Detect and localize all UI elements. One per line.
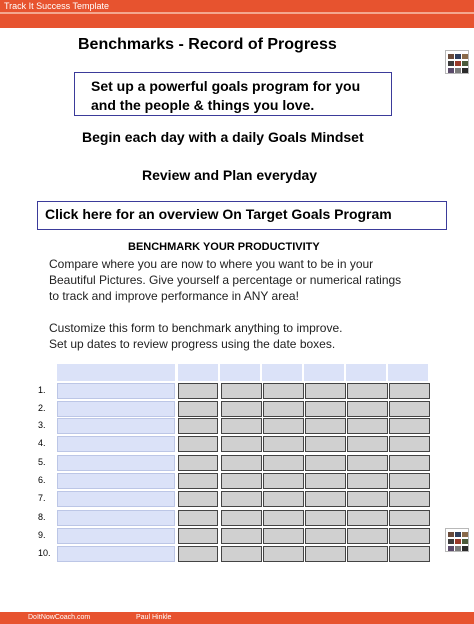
rating-cell[interactable] <box>178 436 218 452</box>
benchmark-name-field[interactable] <box>57 510 175 526</box>
customize-paragraph <box>49 320 342 352</box>
thumbnail-icon[interactable] <box>445 528 469 552</box>
rating-cell[interactable] <box>305 491 346 507</box>
rating-cell[interactable] <box>305 473 346 489</box>
intro-paragraph <box>49 256 401 304</box>
rating-cell[interactable] <box>263 455 304 471</box>
paragraph-line: Compare where you are now to where you want to be in your <box>49 257 374 271</box>
table-header-cell <box>57 364 175 381</box>
rating-cell[interactable] <box>263 401 304 417</box>
rating-cell[interactable] <box>389 491 430 507</box>
benchmark-name-field[interactable] <box>57 383 175 399</box>
row-label: 9. <box>38 530 46 540</box>
rating-cell[interactable] <box>221 491 262 507</box>
template-title: Track It Success Template <box>4 1 110 11</box>
goal-box <box>74 72 392 116</box>
rating-cell[interactable] <box>347 455 388 471</box>
rating-cell[interactable] <box>263 546 304 562</box>
row-label: 2. <box>38 403 46 413</box>
rating-cell[interactable] <box>347 510 388 526</box>
rating-cell[interactable] <box>178 491 218 507</box>
paragraph-line: Customize this form to benchmark anything to improve. <box>49 321 343 335</box>
goal-line: and the people & things you love. <box>91 97 315 113</box>
rating-cell[interactable] <box>221 510 262 526</box>
rating-cell[interactable] <box>305 436 346 452</box>
rating-cell[interactable] <box>347 473 388 489</box>
rating-cell[interactable] <box>389 383 430 399</box>
rating-cell[interactable] <box>305 455 346 471</box>
rating-cell[interactable] <box>347 546 388 562</box>
rating-cell[interactable] <box>178 510 218 526</box>
table-header-cell <box>220 364 260 381</box>
rating-cell[interactable] <box>389 436 430 452</box>
row-label: 4. <box>38 438 46 448</box>
rating-cell[interactable] <box>347 436 388 452</box>
rating-cell[interactable] <box>389 473 430 489</box>
rating-cell[interactable] <box>389 546 430 562</box>
footer-site[interactable]: DoItNowCoach.com <box>28 614 91 621</box>
rating-cell[interactable] <box>221 473 262 489</box>
rating-cell[interactable] <box>305 510 346 526</box>
rating-cell[interactable] <box>305 401 346 417</box>
rating-cell[interactable] <box>263 383 304 399</box>
thumbnail-icon[interactable] <box>445 50 469 74</box>
benchmark-name-field[interactable] <box>57 473 175 489</box>
goal-line: Set up a powerful goals program for you <box>91 78 361 94</box>
rating-cell[interactable] <box>221 436 262 452</box>
row-label: 6. <box>38 475 46 485</box>
rating-cell[interactable] <box>305 383 346 399</box>
rating-cell[interactable] <box>221 383 262 399</box>
rating-cell[interactable] <box>178 383 218 399</box>
rating-cell[interactable] <box>221 418 262 434</box>
table-header-cell <box>346 364 386 381</box>
rating-cell[interactable] <box>389 528 430 544</box>
rating-cell[interactable] <box>389 401 430 417</box>
paragraph-line: to track and improve performance in ANY area! <box>49 289 299 303</box>
paragraph-line: Set up dates to review progress using the date boxes. <box>49 337 336 351</box>
table-header-cell <box>388 364 428 381</box>
row-label: 7. <box>38 493 46 503</box>
rating-cell[interactable] <box>178 473 218 489</box>
rating-cell[interactable] <box>305 528 346 544</box>
row-label: 1. <box>38 385 46 395</box>
table-header-cell <box>304 364 344 381</box>
benchmark-name-field[interactable] <box>57 401 175 417</box>
row-label: 8. <box>38 512 46 522</box>
template-title-bar <box>0 0 474 12</box>
rating-cell[interactable] <box>178 546 218 562</box>
rating-cell[interactable] <box>305 418 346 434</box>
review-text: Review and Plan everyday <box>142 167 318 183</box>
page-title: Benchmarks - Record of Progress <box>78 36 337 53</box>
row-label: 10. <box>38 548 51 558</box>
rating-cell[interactable] <box>221 528 262 544</box>
rating-cell[interactable] <box>178 401 218 417</box>
rating-cell[interactable] <box>263 418 304 434</box>
productivity-heading: BENCHMARK YOUR PRODUCTIVITY <box>128 241 320 253</box>
overview-link[interactable]: Click here for an overview On Target Goals Program <box>37 201 447 230</box>
mindset-text: Begin each day with a daily Goals Mindset <box>82 129 364 145</box>
footer-author: Paul Hinkle <box>136 614 172 621</box>
rating-cell[interactable] <box>178 455 218 471</box>
rating-cell[interactable] <box>347 491 388 507</box>
rating-cell[interactable] <box>263 510 304 526</box>
table-header-cell <box>262 364 302 381</box>
paragraph-line: Beautiful Pictures. Give yourself a percentage or numerical ratings <box>49 273 402 287</box>
rating-cell[interactable] <box>347 401 388 417</box>
rating-cell[interactable] <box>347 383 388 399</box>
benchmark-name-field[interactable] <box>57 491 175 507</box>
header-band <box>0 14 474 28</box>
rating-cell[interactable] <box>178 418 218 434</box>
benchmark-name-field[interactable] <box>57 418 175 434</box>
rating-cell[interactable] <box>305 546 346 562</box>
rating-cell[interactable] <box>263 528 304 544</box>
rating-cell[interactable] <box>263 436 304 452</box>
rating-cell[interactable] <box>221 455 262 471</box>
benchmark-name-field[interactable] <box>57 436 175 452</box>
row-label: 5. <box>38 457 46 467</box>
rating-cell[interactable] <box>178 528 218 544</box>
row-label: 3. <box>38 420 46 430</box>
benchmark-name-field[interactable] <box>57 546 175 562</box>
rating-cell[interactable] <box>263 491 304 507</box>
rating-cell[interactable] <box>347 528 388 544</box>
rating-cell[interactable] <box>221 546 262 562</box>
footer-bar <box>0 612 474 624</box>
rating-cell[interactable] <box>347 418 388 434</box>
rating-cell[interactable] <box>389 455 430 471</box>
benchmark-name-field[interactable] <box>57 528 175 544</box>
rating-cell[interactable] <box>263 473 304 489</box>
rating-cell[interactable] <box>389 418 430 434</box>
rating-cell[interactable] <box>389 510 430 526</box>
benchmark-name-field[interactable] <box>57 455 175 471</box>
rating-cell[interactable] <box>221 401 262 417</box>
table-header-cell <box>178 364 218 381</box>
